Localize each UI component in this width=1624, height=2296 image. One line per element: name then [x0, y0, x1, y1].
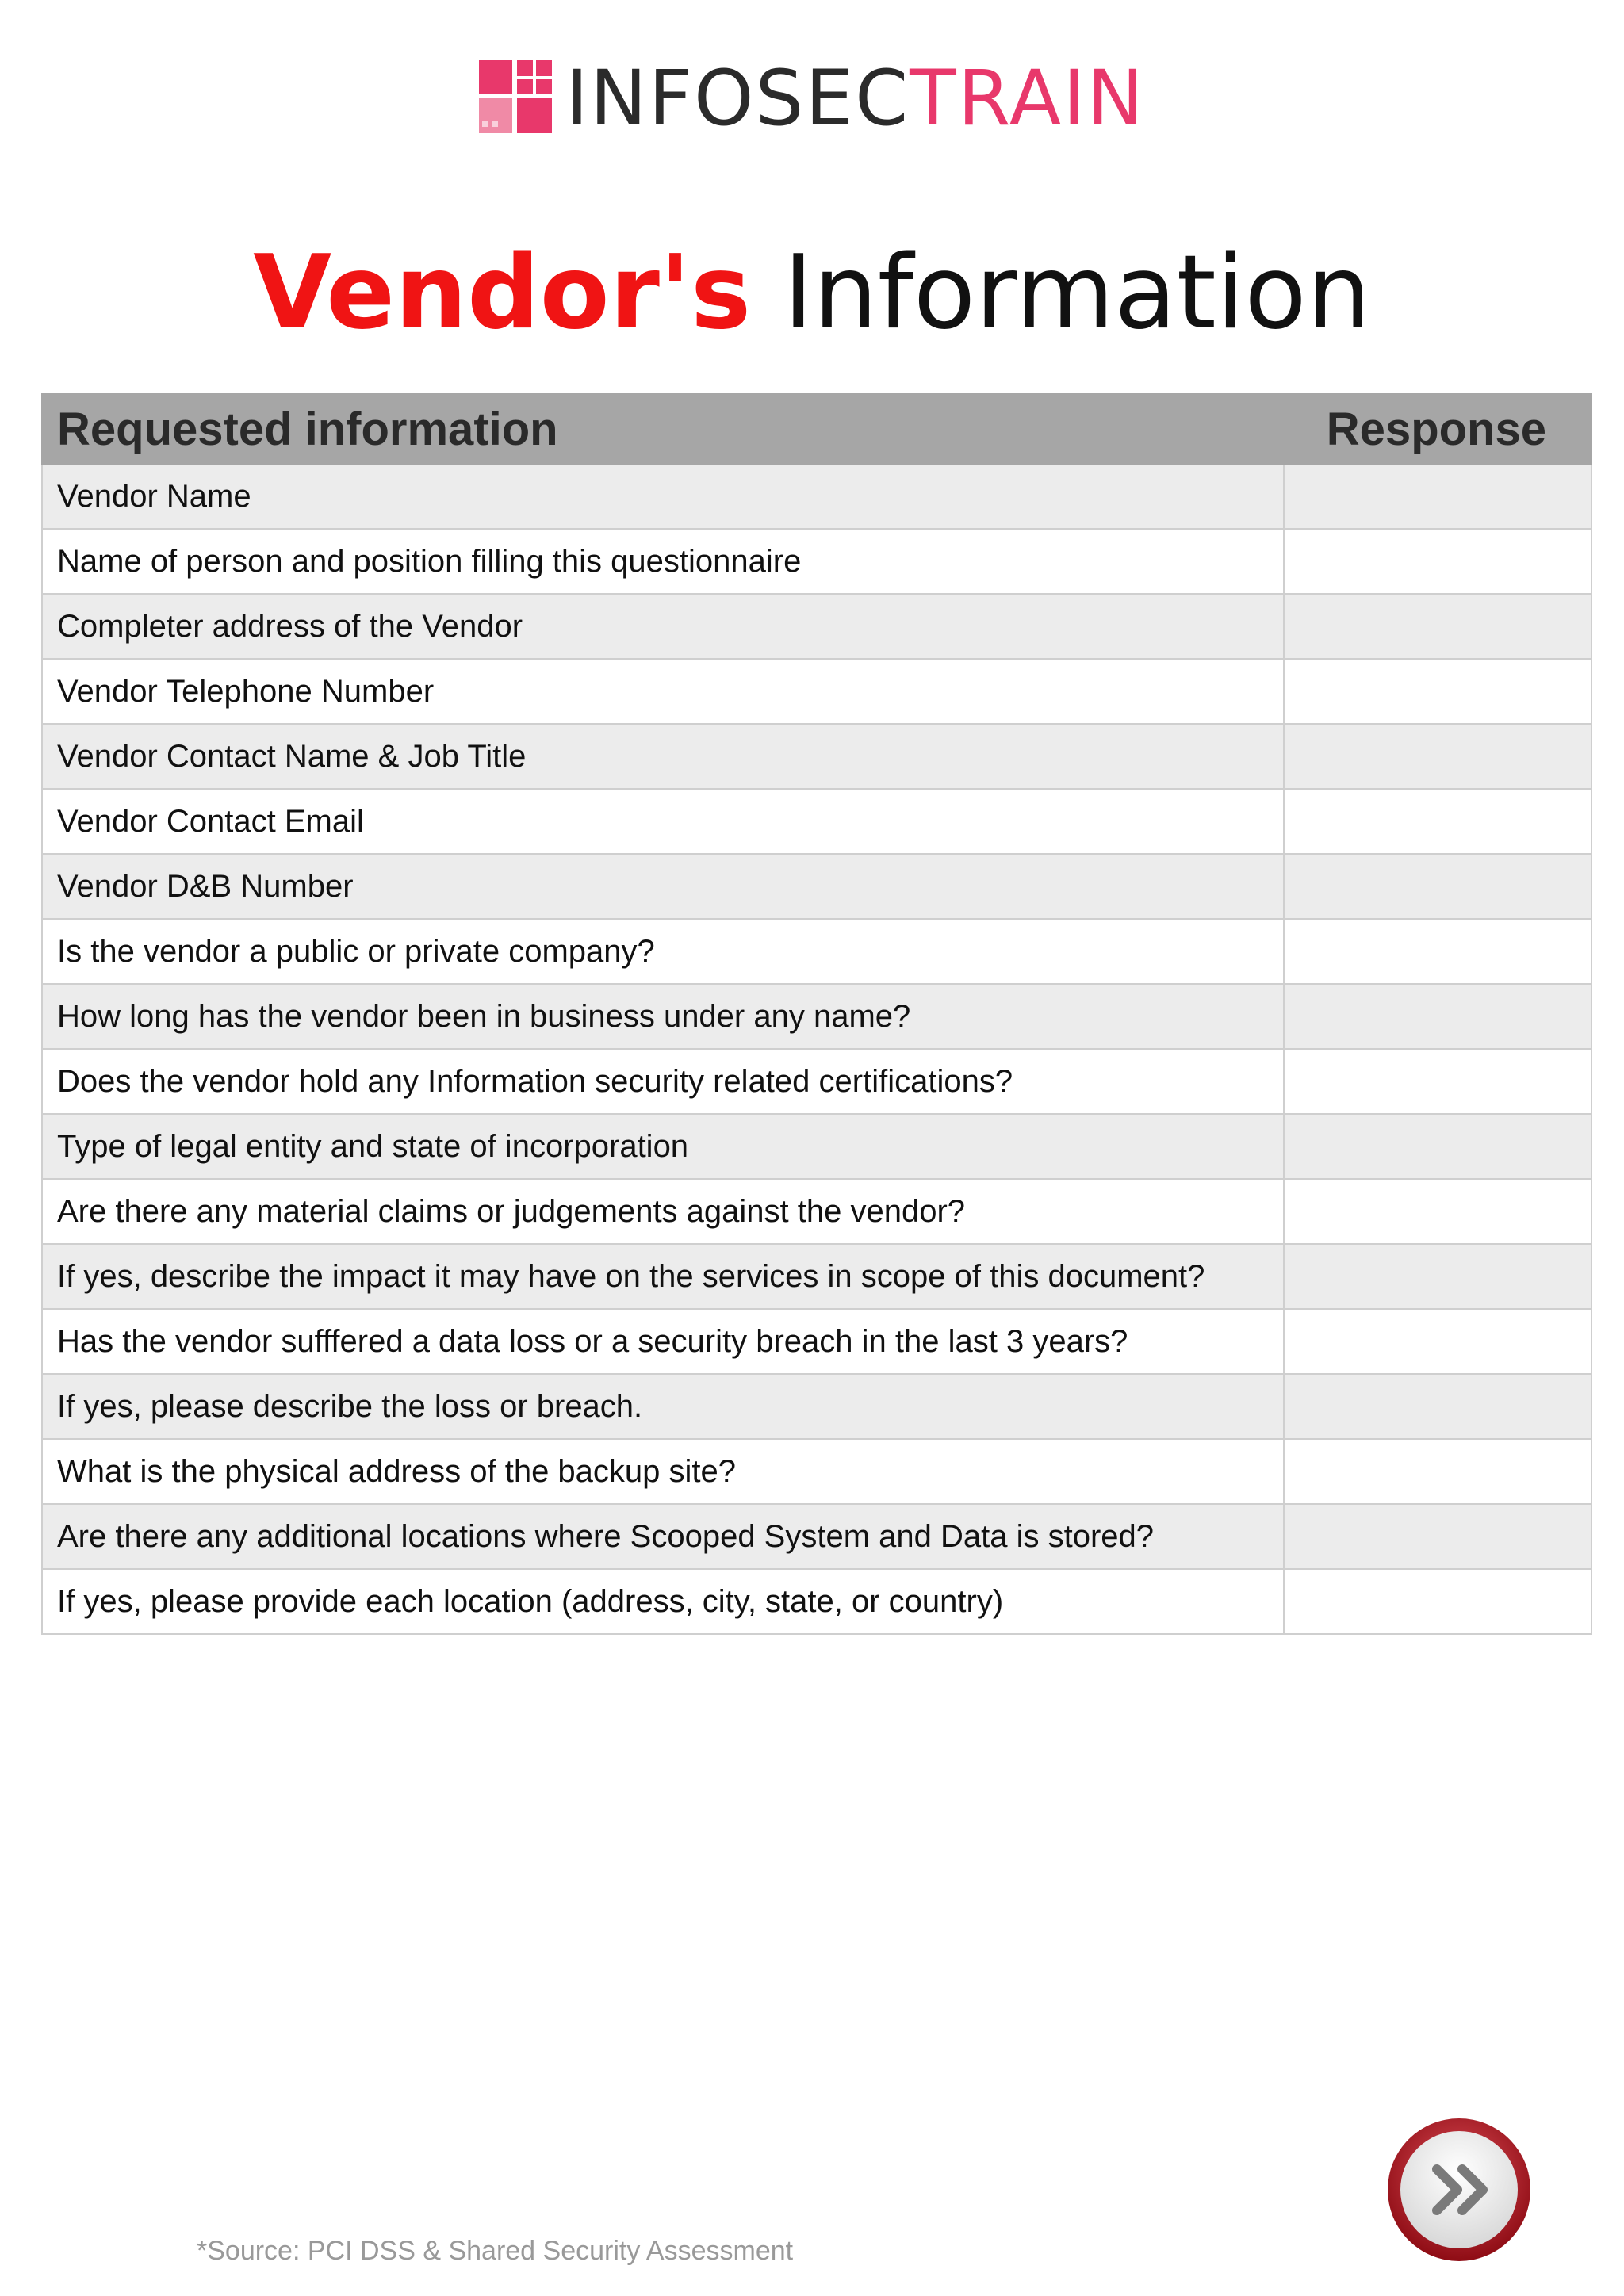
response-cell[interactable] — [1284, 659, 1591, 724]
table-row — [42, 529, 1591, 594]
requested-cell: Vendor Name — [42, 464, 1284, 529]
header-requested-information: Requested information — [42, 394, 1284, 464]
brand-name-part1: INFOSEC — [565, 54, 910, 143]
header-response: Response — [1284, 394, 1591, 464]
requested-cell: If yes, please provide each location (address, city, state, or country) — [42, 1569, 1284, 1634]
page-title-rest: Information — [783, 234, 1371, 352]
table-row — [42, 854, 1591, 919]
response-cell[interactable] — [1284, 594, 1591, 659]
brand-name — [565, 54, 1146, 143]
requested-cell: If yes, describe the impact it may have on the services in scope of this document? — [42, 1244, 1284, 1309]
table-header-row — [42, 394, 1591, 464]
response-cell[interactable] — [1284, 1439, 1591, 1504]
table-row — [42, 1049, 1591, 1114]
table-row — [42, 1504, 1591, 1569]
table-row — [42, 1309, 1591, 1374]
table-row — [42, 984, 1591, 1049]
response-cell[interactable] — [1284, 1179, 1591, 1244]
response-cell[interactable] — [1284, 919, 1591, 984]
table-row — [42, 1439, 1591, 1504]
requested-cell: Has the vendor sufffered a data loss or a security breach in the last 3 years? — [42, 1309, 1284, 1374]
table-row — [42, 594, 1591, 659]
response-cell[interactable] — [1284, 1244, 1591, 1309]
table-row — [42, 1569, 1591, 1634]
brand-logo-mark-icon — [479, 60, 555, 136]
requested-cell: Vendor Contact Name & Job Title — [42, 724, 1284, 789]
requested-cell: If yes, please describe the loss or breach. — [42, 1374, 1284, 1439]
source-note: *Source: PCI DSS & Shared Security Assessment — [197, 2236, 794, 2266]
requested-cell: Name of person and position filling this questionnaire — [42, 529, 1284, 594]
brand-logo-inner — [479, 54, 1146, 143]
requested-cell: Are there any additional locations where Scooped System and Data is stored? — [42, 1504, 1284, 1569]
vendor-info-table-wrapper — [41, 393, 1591, 1635]
table-row — [42, 724, 1591, 789]
table-row — [42, 1114, 1591, 1179]
next-page-button[interactable] — [1386, 2117, 1532, 2263]
requested-cell: How long has the vendor been in business under any name? — [42, 984, 1284, 1049]
requested-cell: Are there any material claims or judgements against the vendor? — [42, 1179, 1284, 1244]
page-title — [0, 234, 1624, 352]
table-row — [42, 464, 1591, 529]
table-row — [42, 919, 1591, 984]
requested-cell: Does the vendor hold any Information security related certifications? — [42, 1049, 1284, 1114]
table-row — [42, 789, 1591, 854]
response-cell[interactable] — [1284, 1114, 1591, 1179]
page-title-highlight: Vendor's — [253, 234, 752, 352]
requested-cell: Completer address of the Vendor — [42, 594, 1284, 659]
requested-cell: Type of legal entity and state of incorporation — [42, 1114, 1284, 1179]
requested-cell: Is the vendor a public or private company? — [42, 919, 1284, 984]
response-cell[interactable] — [1284, 1569, 1591, 1634]
response-cell[interactable] — [1284, 724, 1591, 789]
requested-cell: Vendor D&B Number — [42, 854, 1284, 919]
table-row — [42, 1244, 1591, 1309]
response-cell[interactable] — [1284, 854, 1591, 919]
response-cell[interactable] — [1284, 984, 1591, 1049]
response-cell[interactable] — [1284, 789, 1591, 854]
vendor-info-table — [41, 393, 1592, 1635]
requested-cell: What is the physical address of the backup site? — [42, 1439, 1284, 1504]
table-row — [42, 1374, 1591, 1439]
double-chevron-right-icon — [1386, 2117, 1532, 2263]
response-cell[interactable] — [1284, 1309, 1591, 1374]
response-cell[interactable] — [1284, 529, 1591, 594]
table-row — [42, 1179, 1591, 1244]
response-cell[interactable] — [1284, 464, 1591, 529]
response-cell[interactable] — [1284, 1049, 1591, 1114]
table-row — [42, 659, 1591, 724]
brand-name-part2: TRAIN — [910, 54, 1146, 143]
requested-cell: Vendor Contact Email — [42, 789, 1284, 854]
brand-logo — [0, 54, 1624, 143]
response-cell[interactable] — [1284, 1504, 1591, 1569]
response-cell[interactable] — [1284, 1374, 1591, 1439]
requested-cell: Vendor Telephone Number — [42, 659, 1284, 724]
